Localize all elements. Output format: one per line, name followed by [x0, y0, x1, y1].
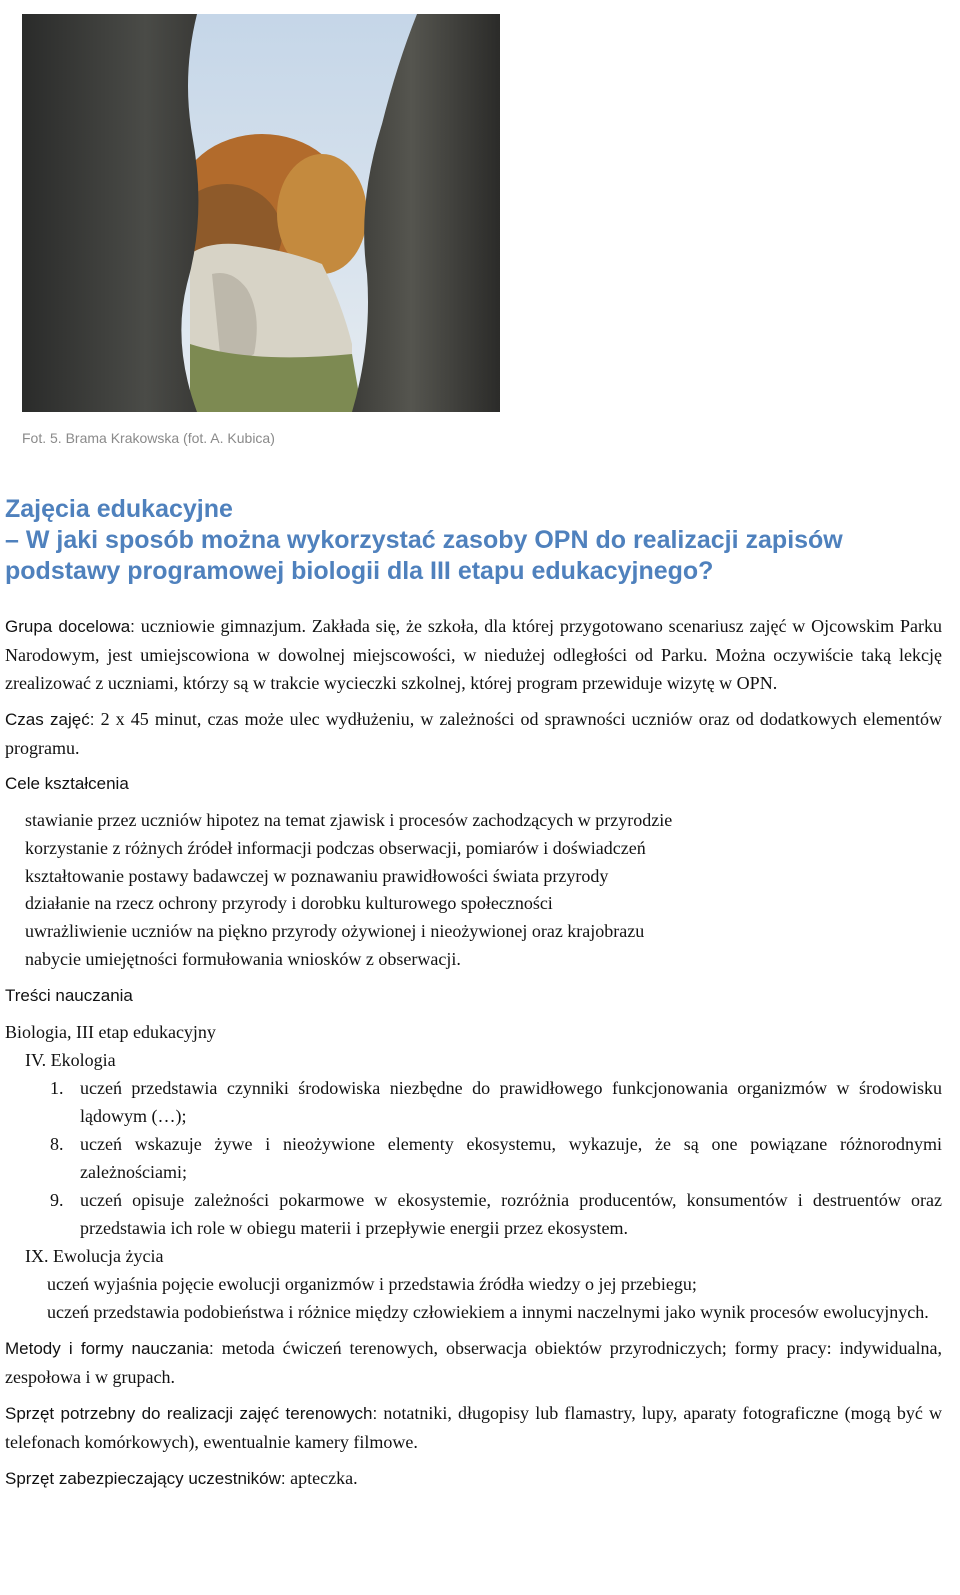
duration-paragraph	[5, 705, 942, 762]
list-item: kształtowanie postawy badawczej w poznawaniu prawidłowości świata przyrody	[25, 865, 609, 886]
page-title	[5, 494, 950, 587]
safety-label: Sprzęt zabezpieczający uczestników:	[5, 1468, 286, 1488]
item-text: uczeń wskazuje żywe i nieożywione elementy ekosystemu, wykazuje, że są one powiązane różnorodnymi zależnościami;	[80, 1133, 942, 1182]
photo-brama-krakowska	[22, 14, 500, 412]
list-item: nabycie umiejętności formułowania wniosków z obserwacji.	[25, 948, 461, 969]
list-item: uczeń przedstawia podobieństwa i różnice między człowiekiem a innymi naczelnymi jako wynik procesów ewolucyjnych.	[47, 1301, 929, 1322]
target-group-text: uczniowie gimnazjum. Zakłada się, że szkoła, dla której przygotowano scenariusz zajęć w Ojcowskim Parku Narodowym, jest umiejscowiona w dowolnej miejscowości, w niedużej odległości od Parku. Można oczywiście taką lekcję zrealizować z uczniami, którzy są w trakcie wycieczki szkolnej, której program przewiduje wizytę w OPN.	[5, 616, 942, 693]
goals-heading: Cele kształcenia	[5, 774, 129, 793]
item-text: uczeń opisuje zależności pokarmowe w ekosystemie, rozróżnia producentów, konsumentów i destruentów oraz przedstawia ich role w obiegu materii i przepływie energii przez ekosystem.	[80, 1189, 942, 1238]
list-item	[50, 1130, 942, 1186]
contents-heading: Treści nauczania	[5, 985, 133, 1005]
methods-label: Metody i formy nauczania:	[5, 1338, 214, 1358]
subject-line: Biologia, III etap edukacyjny	[5, 1021, 216, 1042]
title-line-2: – W jaki sposób można wykorzystać zasoby OPN do realizacji zapisów	[5, 526, 843, 554]
duration-text: 2 x 45 minut, czas może ulec wydłużeniu, w zależności od sprawności uczniów oraz od dodatkowych elementów programu.	[5, 709, 942, 758]
evolution-list	[47, 1270, 942, 1326]
list-item: stawianie przez uczniów hipotez na temat zjawisk i procesów zachodzących w przyrodzie	[25, 810, 673, 830]
item-text: uczeń przedstawia czynniki środowiska niezbędne do prawidłowego funkcjonowania organizmów w środowisku lądowym (…);	[80, 1077, 942, 1126]
equipment-text: notatniki, długopisy lub flamastry, lupy, aparaty fotograficzne (mogą być w telefonach komórkowych), ewentualnie kamery filmowe.	[5, 1402, 942, 1452]
list-item: działanie na rzecz ochrony przyrody i dorobku kulturowego społeczności	[25, 893, 553, 914]
methods-text: metoda ćwiczeń terenowych, obserwacja obiektów przyrodniczych; formy pracy: indywidualna, zespołowa i w grupach.	[5, 1337, 942, 1387]
rock-gate-picture	[22, 14, 500, 412]
goals-list	[25, 807, 942, 974]
equipment-paragraph	[5, 1399, 942, 1456]
equipment-label: Sprzęt potrzebny do realizacji zajęć terenowych:	[5, 1403, 378, 1423]
methods-paragraph	[5, 1334, 942, 1391]
title-line-3: podstawy programowej biologii dla III etapu edukacyjnego?	[5, 557, 714, 585]
duration-label: Czas zajęć:	[5, 710, 95, 729]
ecology-list	[50, 1074, 942, 1242]
title-line-1: Zajęcia edukacyjne	[5, 495, 233, 523]
lesson-content	[5, 612, 942, 1493]
list-item: uwrażliwienie uczniów na piękno przyrody ożywionej i nieożywionej oraz krajobrazu	[25, 921, 645, 942]
list-item	[50, 1186, 942, 1242]
safety-paragraph	[5, 1464, 942, 1493]
photo-caption: Fot. 5. Brama Krakowska (fot. A. Kubica)	[22, 430, 275, 446]
item-number: 9.	[50, 1189, 64, 1210]
list-item	[50, 1074, 942, 1130]
target-group-label: Grupa docelowa:	[5, 617, 135, 636]
list-item: uczeń wyjaśnia pojęcie ewolucji organizmów i przedstawia źródła wiedzy o jej przebiegu;	[47, 1273, 697, 1294]
section-ecology: IV. Ekologia	[25, 1049, 116, 1070]
item-number: 8.	[50, 1133, 64, 1154]
item-number: 1.	[50, 1077, 64, 1098]
safety-text: apteczka.	[285, 1467, 358, 1488]
list-item: korzystanie z różnych źródeł informacji podczas obserwacji, pomiarów i doświadczeń	[25, 837, 646, 858]
section-evolution: IX. Ewolucja życia	[25, 1245, 164, 1266]
target-group-paragraph	[5, 612, 942, 697]
